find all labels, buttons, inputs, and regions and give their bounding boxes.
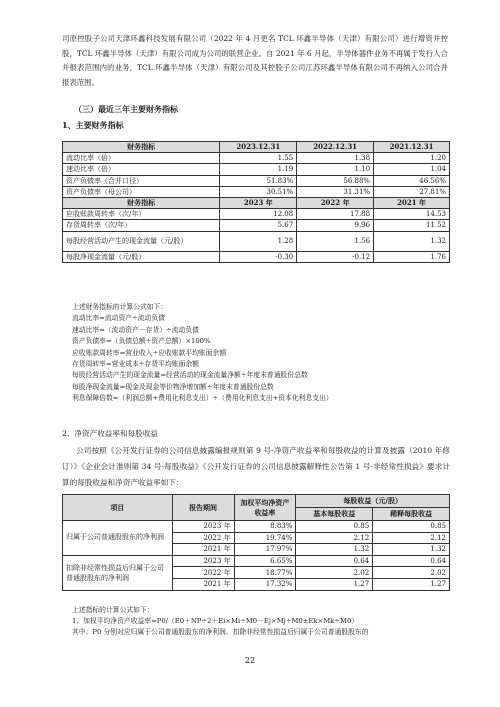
table-header-row	[63, 495, 450, 508]
row-label: 资产负债率（母公司）	[63, 186, 220, 197]
header-period: 报告期间	[172, 495, 234, 521]
table-row	[63, 251, 450, 262]
value-cell: 2.12	[296, 532, 373, 544]
eps-paragraph: 公司按照《公开发行证券的公司信息披露编报规则第 9 号-净资产收益率和每股收益的计算及披露（2010 年修订）》《企业会计准则第 34 号-每股收益》《公开发行证券的公司信息披露解释性公告第 1 号-非经常性损益》要求计算的每股收益和净资产收益率如下：	[62, 446, 450, 487]
period-cell: 2023 年	[172, 555, 234, 567]
value-cell: 17.88	[297, 209, 374, 220]
value-cell: 1.20	[374, 153, 450, 164]
value-cell: 1.56	[297, 231, 374, 251]
note-line: 利息保障倍数=（利润总额+费用化利息支出）÷（费用化利息支出+资本化利息支出）	[72, 394, 333, 403]
value-cell: 1.27	[296, 578, 373, 590]
value-cell: 1.32	[373, 544, 450, 556]
period-cell: 2021 年	[172, 578, 234, 590]
row-label: 速动比率（倍）	[63, 164, 220, 175]
value-cell: 0.64	[296, 555, 373, 567]
value-cell: 31.31%	[297, 186, 374, 197]
value-cell: 1.32	[296, 544, 373, 556]
value-cell: 51.83%	[220, 175, 297, 186]
value-cell: 2.02	[296, 567, 373, 579]
header-cell: 财务指标	[63, 197, 220, 208]
header-cell: 2023 年	[220, 197, 297, 208]
header-cell: 2022 年	[297, 197, 374, 208]
note-line: 每股净现金流量=现金及现金等价物净增加额÷年度末普通股份总数	[72, 382, 274, 391]
table-row	[63, 175, 450, 186]
note-line: 存货周转率=营业成本÷存货平均账面余额	[72, 360, 199, 369]
value-cell: 9.96	[297, 220, 374, 231]
header-cell: 财务指标	[63, 142, 220, 153]
table-row	[63, 164, 450, 175]
header-basic: 基本每股收益	[296, 508, 373, 521]
period-cell: 2022 年	[172, 567, 234, 579]
value-cell: 5.67	[220, 220, 297, 231]
footnote-line: 1、加权平均净资产收益率=P0/（E0＋NP÷2＋Ei×Mi÷M0－Ej×Mj÷M0±Ek×Mk÷M0）	[72, 617, 359, 625]
table-row	[63, 186, 450, 197]
value-cell: 12.08	[220, 209, 297, 220]
table-header-row	[63, 142, 450, 153]
header-diluted: 稀释每股收益	[373, 508, 450, 521]
value-cell: 1.28	[220, 231, 297, 251]
value-cell: -0.30	[220, 251, 297, 262]
value-cell: 6.65%	[234, 555, 296, 567]
row-label: 每股净现金流量（元/股）	[63, 251, 220, 262]
table-header-row	[63, 197, 450, 208]
header-roe: 加权平均净资产收益率	[234, 495, 296, 521]
value-cell: 1.32	[374, 231, 450, 251]
value-cell: 8.83%	[234, 521, 296, 533]
value-cell: 17.32%	[234, 578, 296, 590]
period-cell: 2022 年	[172, 532, 234, 544]
value-cell: 1.27	[373, 578, 450, 590]
value-cell: 1.55	[220, 153, 297, 164]
eps-roe-table	[62, 494, 450, 591]
footnote-line: 上述指标的计算公式如下：	[72, 606, 154, 614]
value-cell: 1.76	[374, 251, 450, 262]
note-line: 每股经营活动产生的现金流量=经营活动的现金流量净额÷年度末普通股份总数	[72, 371, 308, 380]
table-row	[63, 521, 450, 533]
table-row	[63, 555, 450, 567]
table-row	[63, 153, 450, 164]
table-row	[63, 209, 450, 220]
footnote-line: 其中：P0 分别对应归属于公司普通股股东的净利润、扣除非经常性损益后归属于公司普通股股东的	[72, 628, 369, 636]
value-cell: 2.02	[373, 567, 450, 579]
note-line: 流动比率=流动资产÷流动负债	[72, 314, 165, 323]
section-title: （三）最近三年主要财务指标	[74, 104, 178, 114]
header-cell: 2021.12.31	[374, 142, 450, 153]
note-line: 上述财务指标的计算公式如下：	[72, 303, 168, 311]
value-cell: 0.85	[296, 521, 373, 533]
row-label: 资产负债率（合并口径）	[63, 175, 220, 186]
header-eps: 每股收益（元/股）	[296, 495, 450, 508]
row-label: 存货周转率（次/年）	[63, 220, 220, 231]
footnotes	[62, 605, 454, 638]
value-cell: 1.19	[220, 164, 297, 175]
row-label: 应收账款周转率（次/年）	[63, 209, 220, 220]
value-cell: 1.38	[297, 153, 374, 164]
page-number: 22	[244, 656, 256, 665]
value-cell: 0.85	[373, 521, 450, 533]
value-cell: 19.74%	[234, 532, 296, 544]
group-label: 归属于公司普通股股东的净利润	[63, 521, 173, 556]
period-cell: 2023 年	[172, 521, 234, 533]
group-label: 扣除非经常性损益后归属于公司普通股股东的净利润	[63, 555, 173, 590]
value-cell: 0.64	[373, 555, 450, 567]
financial-indicators-table	[62, 141, 450, 263]
intro-paragraph: 司原控股子公司天津环鑫科技发展有限公司（2022 年 4 月更名 TCL 环鑫半导体（天津）有限公司）进行增资并控股，TCL 环鑫半导体（天津）有限公司成为公司的联营企业。自 2021 年 6 月起，半导体器件业务不再属于发行人合并报表范围内的业务，TCL 环鑫半导体（天津）有限公司及其控股子公司江苏环鑫半导体有限公司不再纳入公司合并报表范围。	[62, 34, 448, 87]
value-cell: 27.81%	[374, 186, 450, 197]
header-cell: 2022.12.31	[297, 142, 374, 153]
value-cell: 30.51%	[220, 186, 297, 197]
value-cell: 1.04	[374, 164, 450, 175]
table-row	[63, 220, 450, 231]
value-cell: -0.12	[297, 251, 374, 262]
header-cell: 2023.12.31	[220, 142, 297, 153]
header-cell: 2021 年	[374, 197, 450, 208]
table-row	[63, 231, 450, 251]
row-label: 流动比率（倍）	[63, 153, 220, 164]
value-cell: 2.12	[373, 532, 450, 544]
formula-notes	[62, 302, 450, 405]
value-cell: 17.97%	[234, 544, 296, 556]
value-cell: 11.52	[374, 220, 450, 231]
value-cell: 1.10	[297, 164, 374, 175]
value-cell: 18.77%	[234, 567, 296, 579]
value-cell: 56.88%	[297, 175, 374, 186]
sub-title-2: 2、净资产收益率和每股收益	[62, 429, 158, 438]
note-line: 速动比率=（流动资产－存货）÷流动负债	[72, 325, 199, 334]
period-cell: 2021 年	[172, 544, 234, 556]
header-item: 项目	[63, 495, 173, 521]
note-line: 应收账款周转率=营业收入÷应收账款平均账面余额	[72, 348, 227, 357]
sub-title: 1、主要财务指标	[62, 120, 124, 130]
value-cell: 14.53	[374, 209, 450, 220]
value-cell: 46.56%	[374, 175, 450, 186]
row-label: 每股经营活动产生的现金流量（元/股）	[63, 231, 220, 251]
note-line: 资产负债率=（负债总额÷资产总额）×100%	[72, 337, 211, 346]
